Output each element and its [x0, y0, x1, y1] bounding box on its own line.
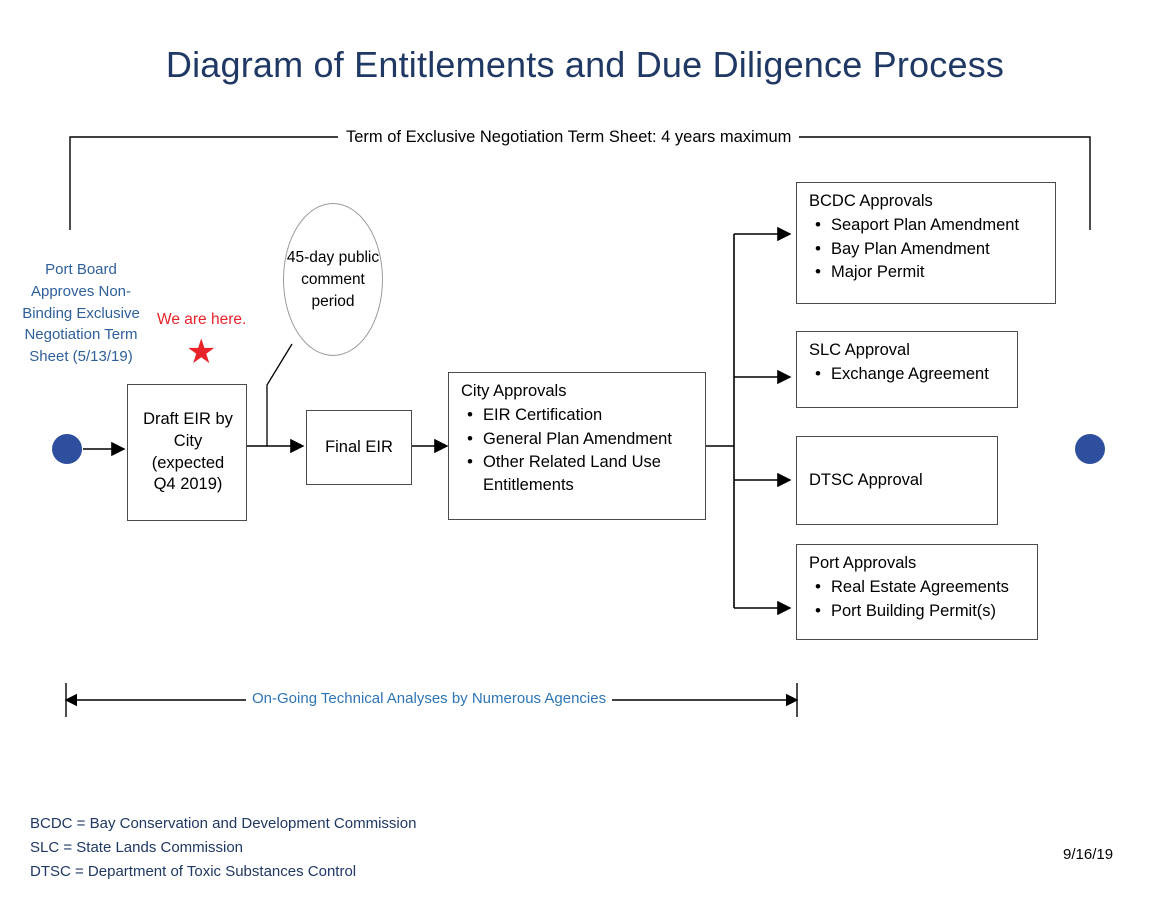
datestamp: 9/16/19 [1063, 846, 1114, 863]
page-title: Diagram of Entitlements and Due Diligence Process [165, 44, 1005, 85]
legend-line: DTSC = Department of Toxic Substances Control [30, 863, 357, 880]
list-item: • Seaport Plan Amendment [831, 214, 1045, 236]
legend-line: BCDC = Bay Conservation and Development Commission [30, 815, 417, 832]
bottom-bracket-label: On-Going Technical Analyses by Numerous Agencies [246, 690, 612, 707]
node-dtsc-approval-heading: DTSC Approval [809, 471, 923, 489]
list-item: • Real Estate Agreements [831, 576, 1027, 598]
node-bcdc-approvals-heading: BCDC Approvals [809, 192, 933, 210]
list-item: • EIR Certification [483, 404, 695, 426]
node-bcdc-approvals-items [809, 214, 1045, 283]
legend-line: SLC = State Lands Commission [30, 839, 244, 856]
node-comment-period[interactable] [283, 203, 383, 356]
node-slc-approval-heading: SLC Approval [809, 341, 910, 359]
we-are-here-label: We are here. [157, 311, 247, 328]
node-slc-approval-items [809, 363, 1007, 385]
node-port-approvals[interactable] [796, 544, 1038, 640]
node-port-approvals-heading: Port Approvals [809, 554, 917, 572]
node-final-eir[interactable] [306, 410, 412, 485]
node-city-approvals[interactable] [448, 372, 706, 520]
start-label: Port Board Approves Non-Binding Exclusive Negotiation Term Sheet (5/13/19) [22, 261, 140, 365]
node-city-approvals-items [461, 404, 695, 496]
node-dtsc-approval[interactable] [796, 436, 998, 525]
list-item: • Exchange Agreement [831, 363, 1007, 385]
list-item: • Bay Plan Amendment [831, 238, 1045, 260]
start-node-dot [52, 434, 82, 464]
node-final-eir-label: Final EIR [325, 437, 393, 456]
list-item: • General Plan Amendment [483, 428, 695, 450]
node-comment-period-label: 45-day public comment period [286, 248, 380, 310]
top-bracket-label: Term of Exclusive Negotiation Term Sheet: 4 years maximum [338, 128, 799, 147]
list-item: • Port Building Permit(s) [831, 600, 1027, 622]
legend [30, 812, 416, 884]
node-city-approvals-heading: City Approvals [461, 382, 567, 400]
node-bcdc-approvals[interactable] [796, 182, 1056, 304]
end-node-dot [1075, 434, 1105, 464]
node-draft-eir-label: Draft EIR by City (expected Q4 2019) [143, 409, 233, 494]
node-slc-approval[interactable] [796, 331, 1018, 408]
node-draft-eir[interactable] [127, 384, 247, 521]
star-icon: ★ [186, 333, 217, 371]
list-item: • Major Permit [831, 261, 1045, 283]
list-item: • Other Related Land Use Entitlements [483, 451, 695, 496]
node-port-approvals-items [809, 576, 1027, 622]
